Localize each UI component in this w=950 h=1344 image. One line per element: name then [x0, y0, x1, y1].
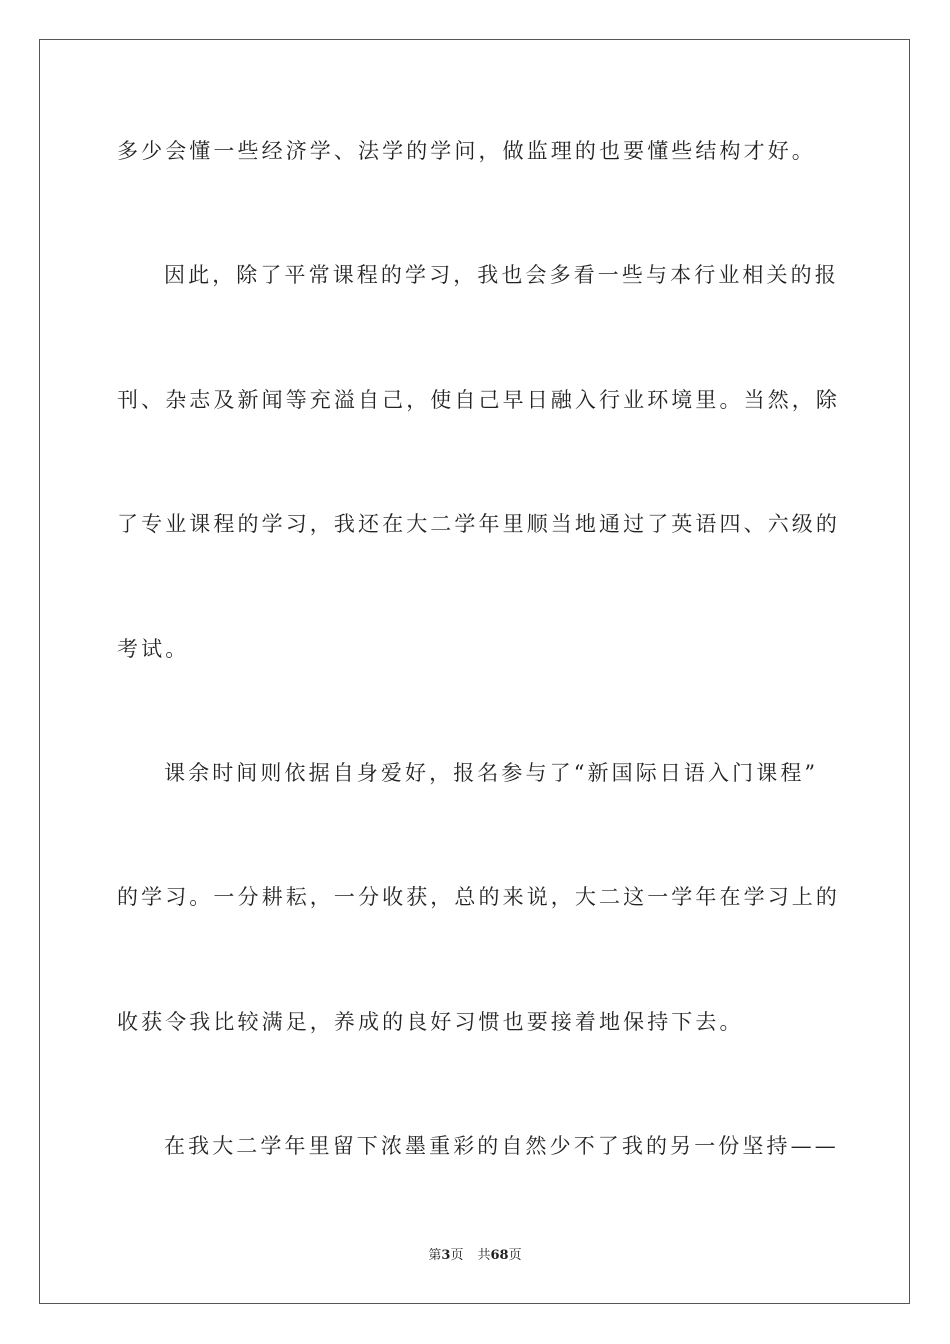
text-line-2: 因此，除了平常课程的学习，我也会多看一些与本行业相关的报	[164, 263, 839, 287]
text-line-5: 考试。	[117, 637, 190, 661]
text-line-7: 的学习。一分耕耘，一分收获，总的来说，大二这一学年在学习上的	[117, 885, 840, 909]
page-number: 3	[441, 1248, 451, 1263]
text-line-8: 收获令我比较满足，养成的良好习惯也要接着地保持下去。	[117, 1010, 744, 1034]
total-suffix: 页	[508, 1248, 522, 1263]
text-line-1: 多少会懂一些经济学、法学的学问，做监理的也要懂些结构才好。	[117, 139, 816, 163]
text-line-6: 课余时间则依据自身爱好，报名参与了“新国际日语入门课程”	[164, 761, 819, 785]
total-pages: 68	[490, 1248, 509, 1263]
text-line-4: 了专业课程的学习，我还在大二学年里顺当地通过了英语四、六级的	[117, 512, 840, 536]
text-line-9: 在我大二学年里留下浓墨重彩的自然少不了我的另一份坚持——	[164, 1134, 839, 1158]
page-prefix: 第	[428, 1248, 442, 1263]
page-footer	[0, 1247, 950, 1265]
text-line-3: 刊、杂志及新闻等充溢自己，使自己早日融入行业环境里。当然，除	[117, 388, 840, 412]
total-prefix: 共	[477, 1248, 491, 1263]
page-suffix: 页	[450, 1248, 464, 1263]
page-border	[39, 39, 910, 1304]
